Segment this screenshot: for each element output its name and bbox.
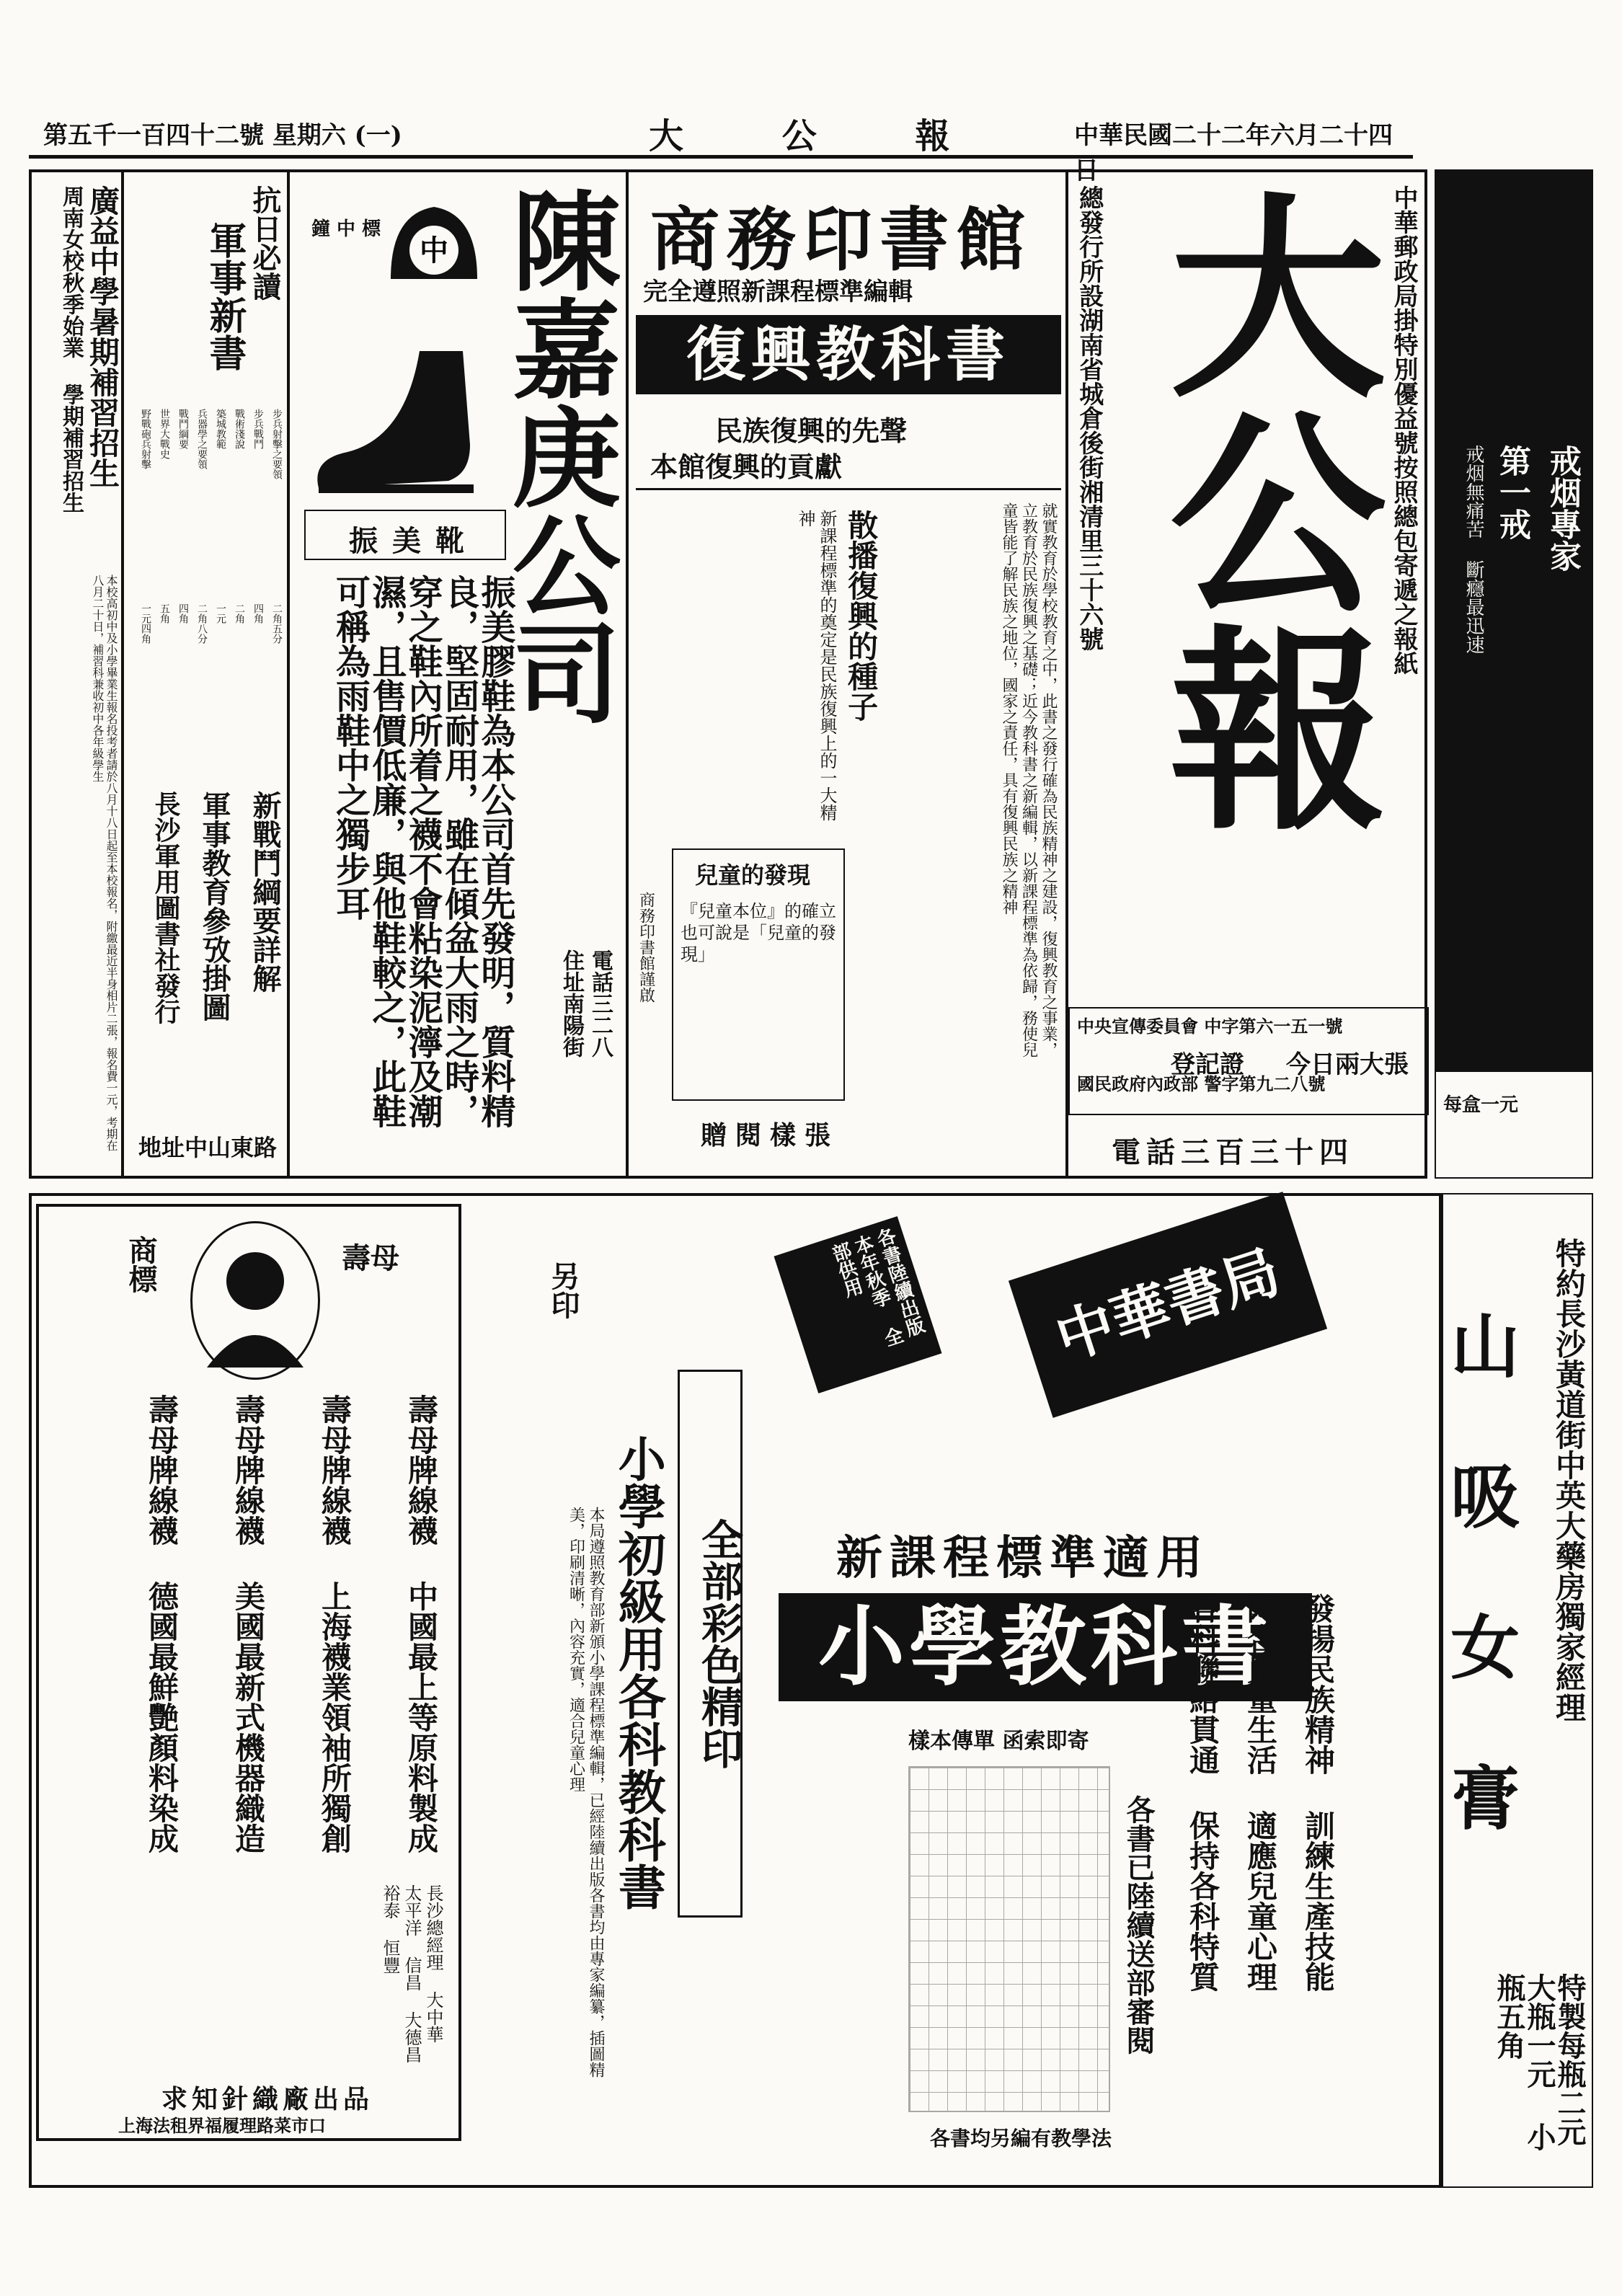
cj-address: 住址南陽街 [559,949,584,1058]
zh-brand: 中華書局 [1009,1192,1327,1418]
masthead-issue: 第五千一百四十二號 星期六 (一) [43,121,402,150]
military-books-ad [123,169,288,1179]
registration-line1: 中央宣傳委員會 中字第六一五一號 [1077,1016,1343,1037]
zh-vertical2: 小學初級用各科教科書 [610,1435,667,1910]
mb-price: 四角 [177,603,189,624]
dagongbao-phone: 電話三百三十四 [1112,1135,1354,1169]
cp-title: 商務印書館 [650,199,1032,280]
zhonghua-ad [461,1204,1427,2177]
dagongbao-notice: 中華郵政局掛特別優益號按照總包寄遞之報紙 [1389,185,1418,675]
dagongbao-big-title: 大公報 [1133,185,1388,834]
commercial-press-ad [627,169,1067,1179]
zh-title: 小學教科書 [779,1593,1312,1701]
shoumu-title: 壽母 [342,1241,399,1275]
anti-opium-ad [1435,169,1593,1179]
mb-price: 二角 [234,603,245,624]
masthead-paper: 大 公 報 [649,116,993,156]
mb-list-item: 世界大戰史 [159,409,170,459]
mb-address: 地址中山東路 [138,1134,278,1161]
masthead [29,108,1413,185]
cp-col2: 新課程標準的奠定是民族復興上的一大精神 [795,510,837,821]
cp-box1-quote: 『兒童本位』的確立也可說是「兒童的發現」 [681,901,836,965]
shoumu-maker-address: 上海法租界福履理路菜市口 [118,2115,326,2136]
cj-big-title: 陳嘉庚公司 [494,185,621,726]
opium-text: 戒烟無痛苦 斷癮最迅速 [1463,445,1484,654]
mb-list-item: 步兵戰鬥 [252,409,264,449]
shoumu-col1: 壽母牌線襪 中國最上等原料製成 [404,1394,439,1853]
zh-series: 新課程標準適用 [836,1531,1210,1585]
mb-bottom3: 長沙軍用圖書社發行 [151,791,181,1024]
school-title: 廣益中學暑期補習招生 [85,185,120,488]
mb-list-item: 戰術淺說 [234,409,245,449]
shoumu-col4: 壽母牌線襪 德國最鮮艷顏料染成 [144,1394,180,1853]
tiger-price: 特製每瓶二元 大瓶一元 小瓶五角 [1492,1973,1587,2151]
zh-vertical: 全部彩色精印 [678,1370,743,1918]
mb-price: 四角 [252,603,264,624]
opium-sub: 第一戒 [1494,445,1530,540]
cp-sample: 贈閱樣張 [701,1120,840,1151]
shoumu-ad [36,1204,461,2141]
shoumu-sellers: 長沙總經理 大中華 太平洋 信昌 大德昌 裕泰 恒豐 [380,1884,443,2063]
bell-icon [362,192,506,293]
tiger-ad [1439,1193,1593,2188]
cj-phone: 電話三二八 [588,949,613,1058]
shoumu-col2: 壽母牌線襪 上海襪業領袖所獨創 [317,1394,353,1853]
registration-box [1068,1007,1429,1115]
zh-bottom: 各書均另編有教學法 [930,2127,1112,2150]
opium-photo [1436,171,1593,1072]
zh-stamp: 各書陸續出版 本年秋季 全部供用 [774,1216,942,1393]
cp-col1: 散播復興的種子 [843,510,879,722]
shoumu-portrait [190,1221,320,1380]
mb-price: 一元 [215,603,226,624]
zh-feature3: 各科聯絡貫通 保持各科特質 [1185,1593,1220,1992]
registration-stamp: 登記證 [1171,1050,1244,1079]
shoumu-col3: 壽母牌線襪 美國最新式機器織造 [231,1394,266,1853]
shoumu-maker: 求知針織廠出品 [161,2084,374,2114]
mb-header: 抗日必讀 [248,185,282,301]
rubber-shoe-icon [304,337,520,502]
zh-price-table [908,1766,1110,2112]
cp-box1 [672,848,845,1101]
mb-list-item: 戰鬥綱要 [177,409,189,449]
masthead-date: 中華民國二十二年六月二十四日 [1074,121,1393,185]
mb-title: 軍事新書 [203,221,247,371]
cp-body: 就實教育於學校教育之中，此書之發行確為民族精神之建設，復興教育之事業，立教育於民族復興之基礎；近今教科書之新編輯，以新課程標準為依歸，務使兒童皆能了解民族之地位，國家之責任，具有復興民族之精神 [1000,502,1058,1058]
chen-jiageng-ad [288,169,627,1179]
zh-sample: 樣本傳單 函索即寄 [908,1729,1089,1754]
svg-text:中: 中 [420,234,448,267]
cp-slogan2: 本館復興的貢獻 [650,451,843,483]
mb-price: 二角八分 [196,603,208,644]
cj-shoe-label: 振美靴 [349,524,479,558]
mb-price: 五角 [159,603,170,624]
mb-list-item: 野戰砲兵射擊 [140,409,151,469]
school-ad [29,169,123,1179]
mb-list [131,409,283,769]
zh-feature2: 陶合兒童生活 適應兒童心理 [1243,1593,1278,1992]
tiger-big: 山 吸 女 膏 [1439,1310,1521,1831]
tiger-product: 特約長沙黃道街中英大藥房獨家經理 [1551,1238,1587,1722]
mb-list-item: 兵器學之要領 [196,409,208,469]
mb-list-item: 步兵射擊之要領 [271,409,283,479]
zh-note: 各書已陸續送部審閱 [1122,1795,1156,2055]
cj-shoe-label-box [304,510,506,560]
shoe-image [304,337,520,502]
opium-price: 每盒一元 [1443,1094,1519,1116]
cp-box1-title: 兒童的發現 [695,861,811,889]
mb-price: 二角五分 [271,603,283,644]
cp-slogan1: 民族復興的先聲 [715,415,908,447]
cj-text: 振美膠鞋為本公司首先發明，質料精良，堅固耐用，雖在傾盆大雨之時，穿之鞋內所着之襪不會粘染泥濘及潮濕，且售價低廉，與他鞋較之，此鞋可稱為雨鞋中之獨步耳 [329,575,515,1128]
mb-bottom2: 軍事教育參攷掛圖 [198,791,231,1021]
dagongbao-address: 總發行所設湖南省城倉後街湘清里三十六號 [1074,185,1104,651]
school-title2: 周南女校秋季始業 學期補習招生 [58,185,84,513]
school-text: 本校高初中及小學畢業生報名投考者請於八月十八日起至本校報名，附繳最近半身相片二張，報名費一元，考期在八月二十日，補習科兼收初中各年級學生 [90,575,118,1151]
bell-logo [362,192,506,293]
cj-brand: 鐘 中 標 [311,218,381,240]
zh-text: 本局遵照教育部新頒小學課程標準編輯，已經陸續出版各書均由專家編纂，插圖精美，印刷清晰，內容充實，適合兒童心理 [567,1507,605,2078]
opium-title: 戒烟專家 [1544,445,1581,572]
portrait-icon [192,1223,318,1378]
registration-today: 今日兩大張 [1286,1050,1409,1079]
zh-another: 另印 [546,1262,580,1319]
mb-list-item: 築城教範 [215,409,226,449]
mb-price: 一元四角 [140,603,151,644]
shoumu-portrait-label: 商標 [124,1236,158,1293]
dagongbao-ad [1067,169,1427,1179]
cp-footer: 商務印書館謹啟 [637,892,655,1003]
cp-subtitle: 完全遵照新課程標準編輯 [643,278,913,306]
zh-feature1: 發揚民族精神 訓練生產技能 [1300,1593,1336,1992]
cp-banner: 復興教科書 [636,315,1061,394]
registration-line2: 國民政府內政部 警字第九二八號 [1077,1073,1326,1094]
mb-bottom1: 新戰鬥綱要詳解 [248,791,282,993]
